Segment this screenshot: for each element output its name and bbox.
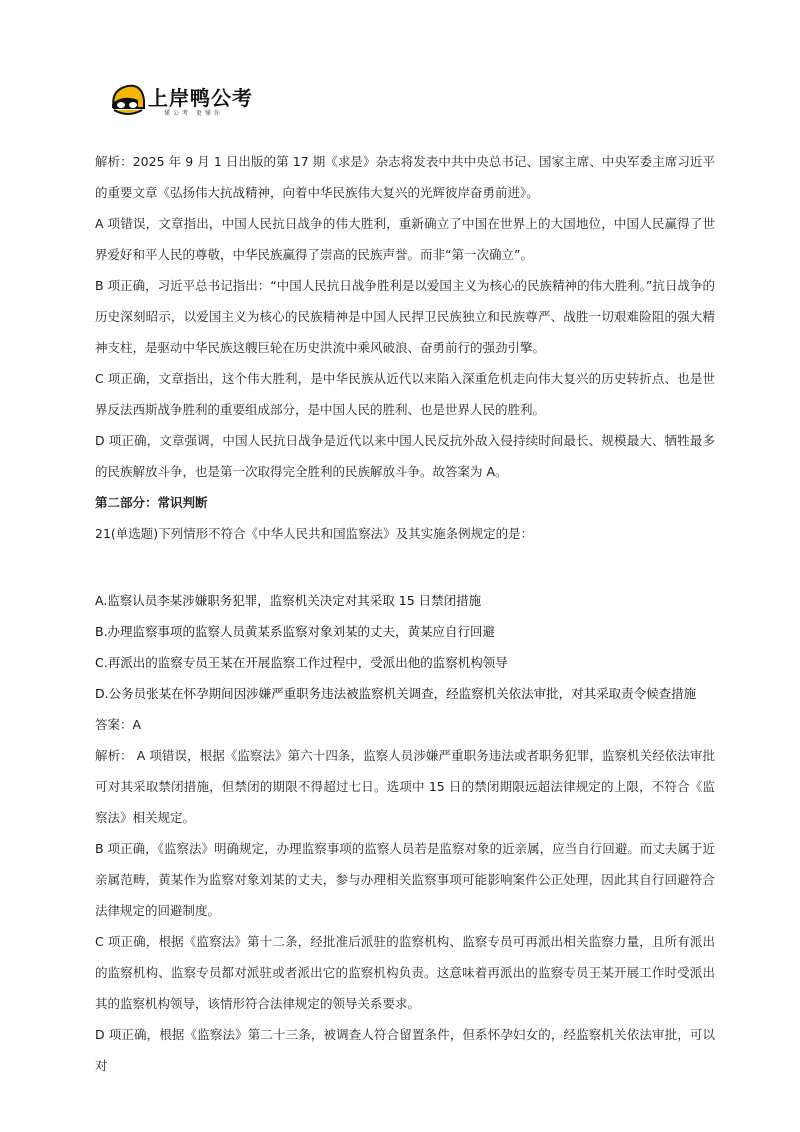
explanation-d: D 项正确，根据《监察法》第二十三条，被调查人符合留置条件，但系怀孕妇女的，经监察机关依法审批，可以对 <box>95 1027 715 1073</box>
analysis-option-d: D 项正确，文章强调，中国人民抗日战争是近代以来中国人民反抗外敌入侵持续时间最长、规模最大、牺牲最多的民族解放斗争，也是第一次取得完全胜利的民族解放斗争。故答案为 A。 <box>95 433 715 479</box>
explanation-b: B 项正确，《监察法》明确规定，办理监察事项的监察人员若是监察对象的近亲属，应当自行回避。而丈夫属于近亲属范畴，黄某作为监察对象刘某的丈夫，参与办理相关监察事项可能影响案件公正处理，因此其自行回避符合法律规定的回避制度。 <box>95 841 715 918</box>
document-body <box>95 146 715 1081</box>
section-heading: 第二部分：常识判断 <box>95 495 208 510</box>
option-a: A.监察认员李某涉嫌职务犯罪，监察机关决定对其采取 15 日禁闭措施 <box>95 593 482 608</box>
analysis-intro: 解析：2025 年 9 月 1 日出版的第 17 期《求是》杂志将发表中共中央总书记、国家主席、中央军委主席习近平的重要文章《弘扬伟大抗战精神，向着中华民族伟大复兴的光辉彼岸奋勇前进》。 <box>95 154 715 200</box>
option-c: C.再派出的监察专员王某在开展监察工作过程中，受派出他的监察机构领导 <box>95 655 508 670</box>
answer: 答案：A <box>95 717 142 732</box>
question-stem: 21(单选题)下列情形不符合《中华人民共和国监察法》及其实施条例规定的是： <box>95 526 534 541</box>
logo <box>108 78 258 118</box>
analysis-option-a: A 项错误，文章指出，中国人民抗日战争的伟大胜利，重新确立了中国在世界上的大国地位，中国人民赢得了世界爱好和平人民的尊敬，中华民族赢得了崇高的民族声誉。而非“第一次确立”。 <box>95 216 715 262</box>
option-b: B.办理监察事项的监察人员黄某系监察对象刘某的丈夫，黄某应自行回避 <box>95 624 496 639</box>
analysis-option-c: C 项正确，文章指出，这个伟大胜利，是中华民族从近代以来陷入深重危机走向伟大复兴的历史转折点、也是世界反法西斯战争胜利的重要组成部分，是中国人民的胜利、也是世界人民的胜利。 <box>95 371 715 417</box>
duck-logo-icon <box>108 78 148 118</box>
explanation-c: C 项正确，根据《监察法》第十二条，经批准后派驻的监察机构、监察专员可再派出相关监察力量，且所有派出的监察机构、监察专员都对派驻或者派出它的监察机构负责。这意味着再派出的监察专员王某开展工作时受派出其的监察机构领导，该情形符合法律规定的领导关系要求。 <box>95 934 715 1011</box>
option-d: D.公务员张某在怀孕期间因涉嫌严重职务违法被监察机关调查，经监察机关依法审批，对其采取责令候查措施 <box>95 686 697 701</box>
logo-subtitle: 懂公考 更懂你 <box>164 110 223 117</box>
analysis-option-b: B 项正确，习近平总书记指出：“中国人民抗日战争胜利是以爱国主义为核心的民族精神的伟大胜利。”抗日战争的历史深刻昭示，以爱国主义为核心的民族精神是中国人民捍卫民族独立和民族尊严、战胜一切艰难险阻的强大精神支柱，是驱动中华民族这艘巨轮在历史洪流中乘风破浪、奋勇前行的强劲引擎。 <box>95 278 715 355</box>
spacer <box>95 549 715 585</box>
explanation-a: 解析： A 项错误，根据《监察法》第六十四条，监察人员涉嫌严重职务违法或者职务犯罪，监察机关经依法审批可对其采取禁闭措施，但禁闭的期限不得超过七日。选项中 15 日的禁闭期限远超法律规定的上限，不符合《监察法》相关规定。 <box>95 748 715 825</box>
logo-title: 上岸鸭公考 <box>148 86 253 110</box>
